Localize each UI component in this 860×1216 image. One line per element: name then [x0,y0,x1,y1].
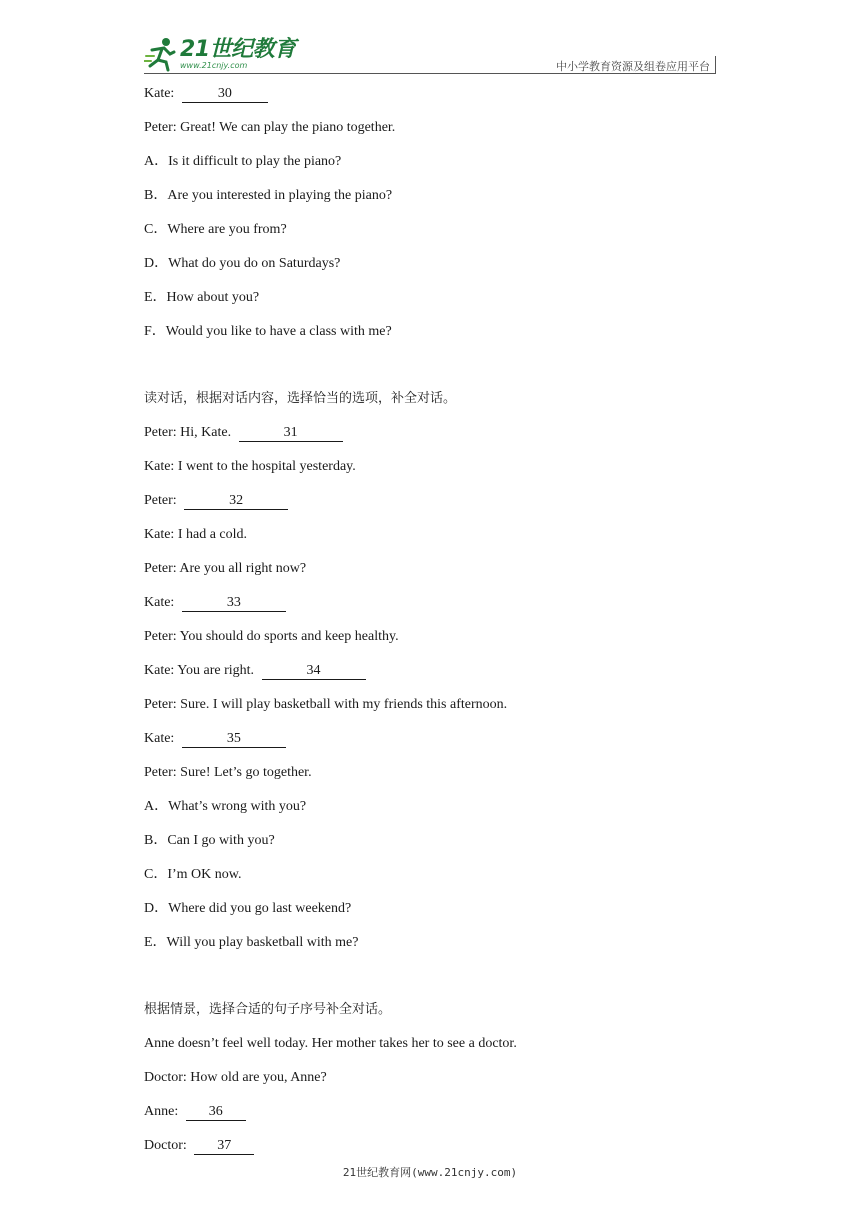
logo-title: 21世纪教育 [180,36,296,62]
speaker-label: Kate: [144,595,175,610]
speaker-label: Peter: [144,493,177,508]
scenario-text: Anne doesn’t feel well today. Her mother takes her to see a doctor. [144,1036,517,1051]
dialogue-line: Peter: Sure. I will play basketball with my friends this afternoon. [144,697,508,712]
answer-blank-33: 33 [182,595,286,612]
option-c: C．I’m OK now. [144,867,242,882]
speaker-label: Anne: [144,1104,179,1119]
dialogue-line: Peter: Great! We can play the piano together. [144,120,396,135]
option-e: E．How about you? [144,290,260,305]
dialogue-line [144,593,744,627]
option-a: A．Is it difficult to play the piano? [144,154,342,169]
header-divider-tick [715,56,716,74]
header-platform-text: 中小学教育资源及组卷应用平台 [556,60,710,73]
page-footer: 21世纪教育网(www.21cnjy.com) [342,1166,518,1179]
dialogue-line: Peter: You should do sports and keep healthy. [144,629,399,644]
answer-blank-32: 32 [184,493,288,510]
option-a: A．What’s wrong with you? [144,799,307,814]
answer-blank-35: 35 [182,731,286,748]
option-d: D．What do you do on Saturdays? [144,256,341,271]
dialogue-line: Peter: Are you all right now? [144,561,307,576]
section-instruction: 根据情景，选择合适的句子序号补全对话。 [144,1002,392,1017]
dialogue-line: Kate: I went to the hospital yesterday. [144,459,356,474]
dialogue-line: Doctor: How old are you, Anne? [144,1070,327,1085]
logo-url: www.21cnjy.com [180,60,248,70]
dialogue-line [144,729,744,763]
site-logo [144,36,296,72]
option-f: F．Would you like to have a class with me? [144,324,392,339]
page-header [144,36,716,76]
option-e: E．Will you play basketball with me? [144,935,359,950]
runner-logo-icon [144,36,178,72]
speaker-label: Kate: [144,731,175,746]
option-b: B．Are you interested in playing the piano? [144,188,393,203]
answer-blank-31: 31 [239,425,343,442]
dialogue-text: Kate: You are right. [144,663,255,678]
option-b: B．Can I go with you? [144,833,275,848]
dialogue-line [144,491,744,525]
dialogue-line [144,661,744,695]
dialogue-line: Peter: Sure! Let’s go together. [144,765,312,780]
document-body [144,84,744,1170]
option-c: C．Where are you from? [144,222,287,237]
option-d: D．Where did you go last weekend? [144,901,352,916]
answer-blank-37: 37 [194,1138,254,1155]
section-instruction: 读对话，根据对话内容，选择恰当的选项，补全对话。 [144,391,457,406]
speaker-label: Kate: [144,86,175,101]
answer-blank-34: 34 [262,663,366,680]
answer-blank-36: 36 [186,1104,246,1121]
dialogue-line [144,1102,744,1136]
dialogue-text: Peter: Hi, Kate. [144,425,232,440]
answer-blank-30: 30 [182,86,268,103]
dialogue-line: Kate: I had a cold. [144,527,248,542]
header-divider [144,73,716,74]
dialogue-line [144,84,744,118]
speaker-label: Doctor: [144,1138,187,1153]
dialogue-line [144,423,744,457]
